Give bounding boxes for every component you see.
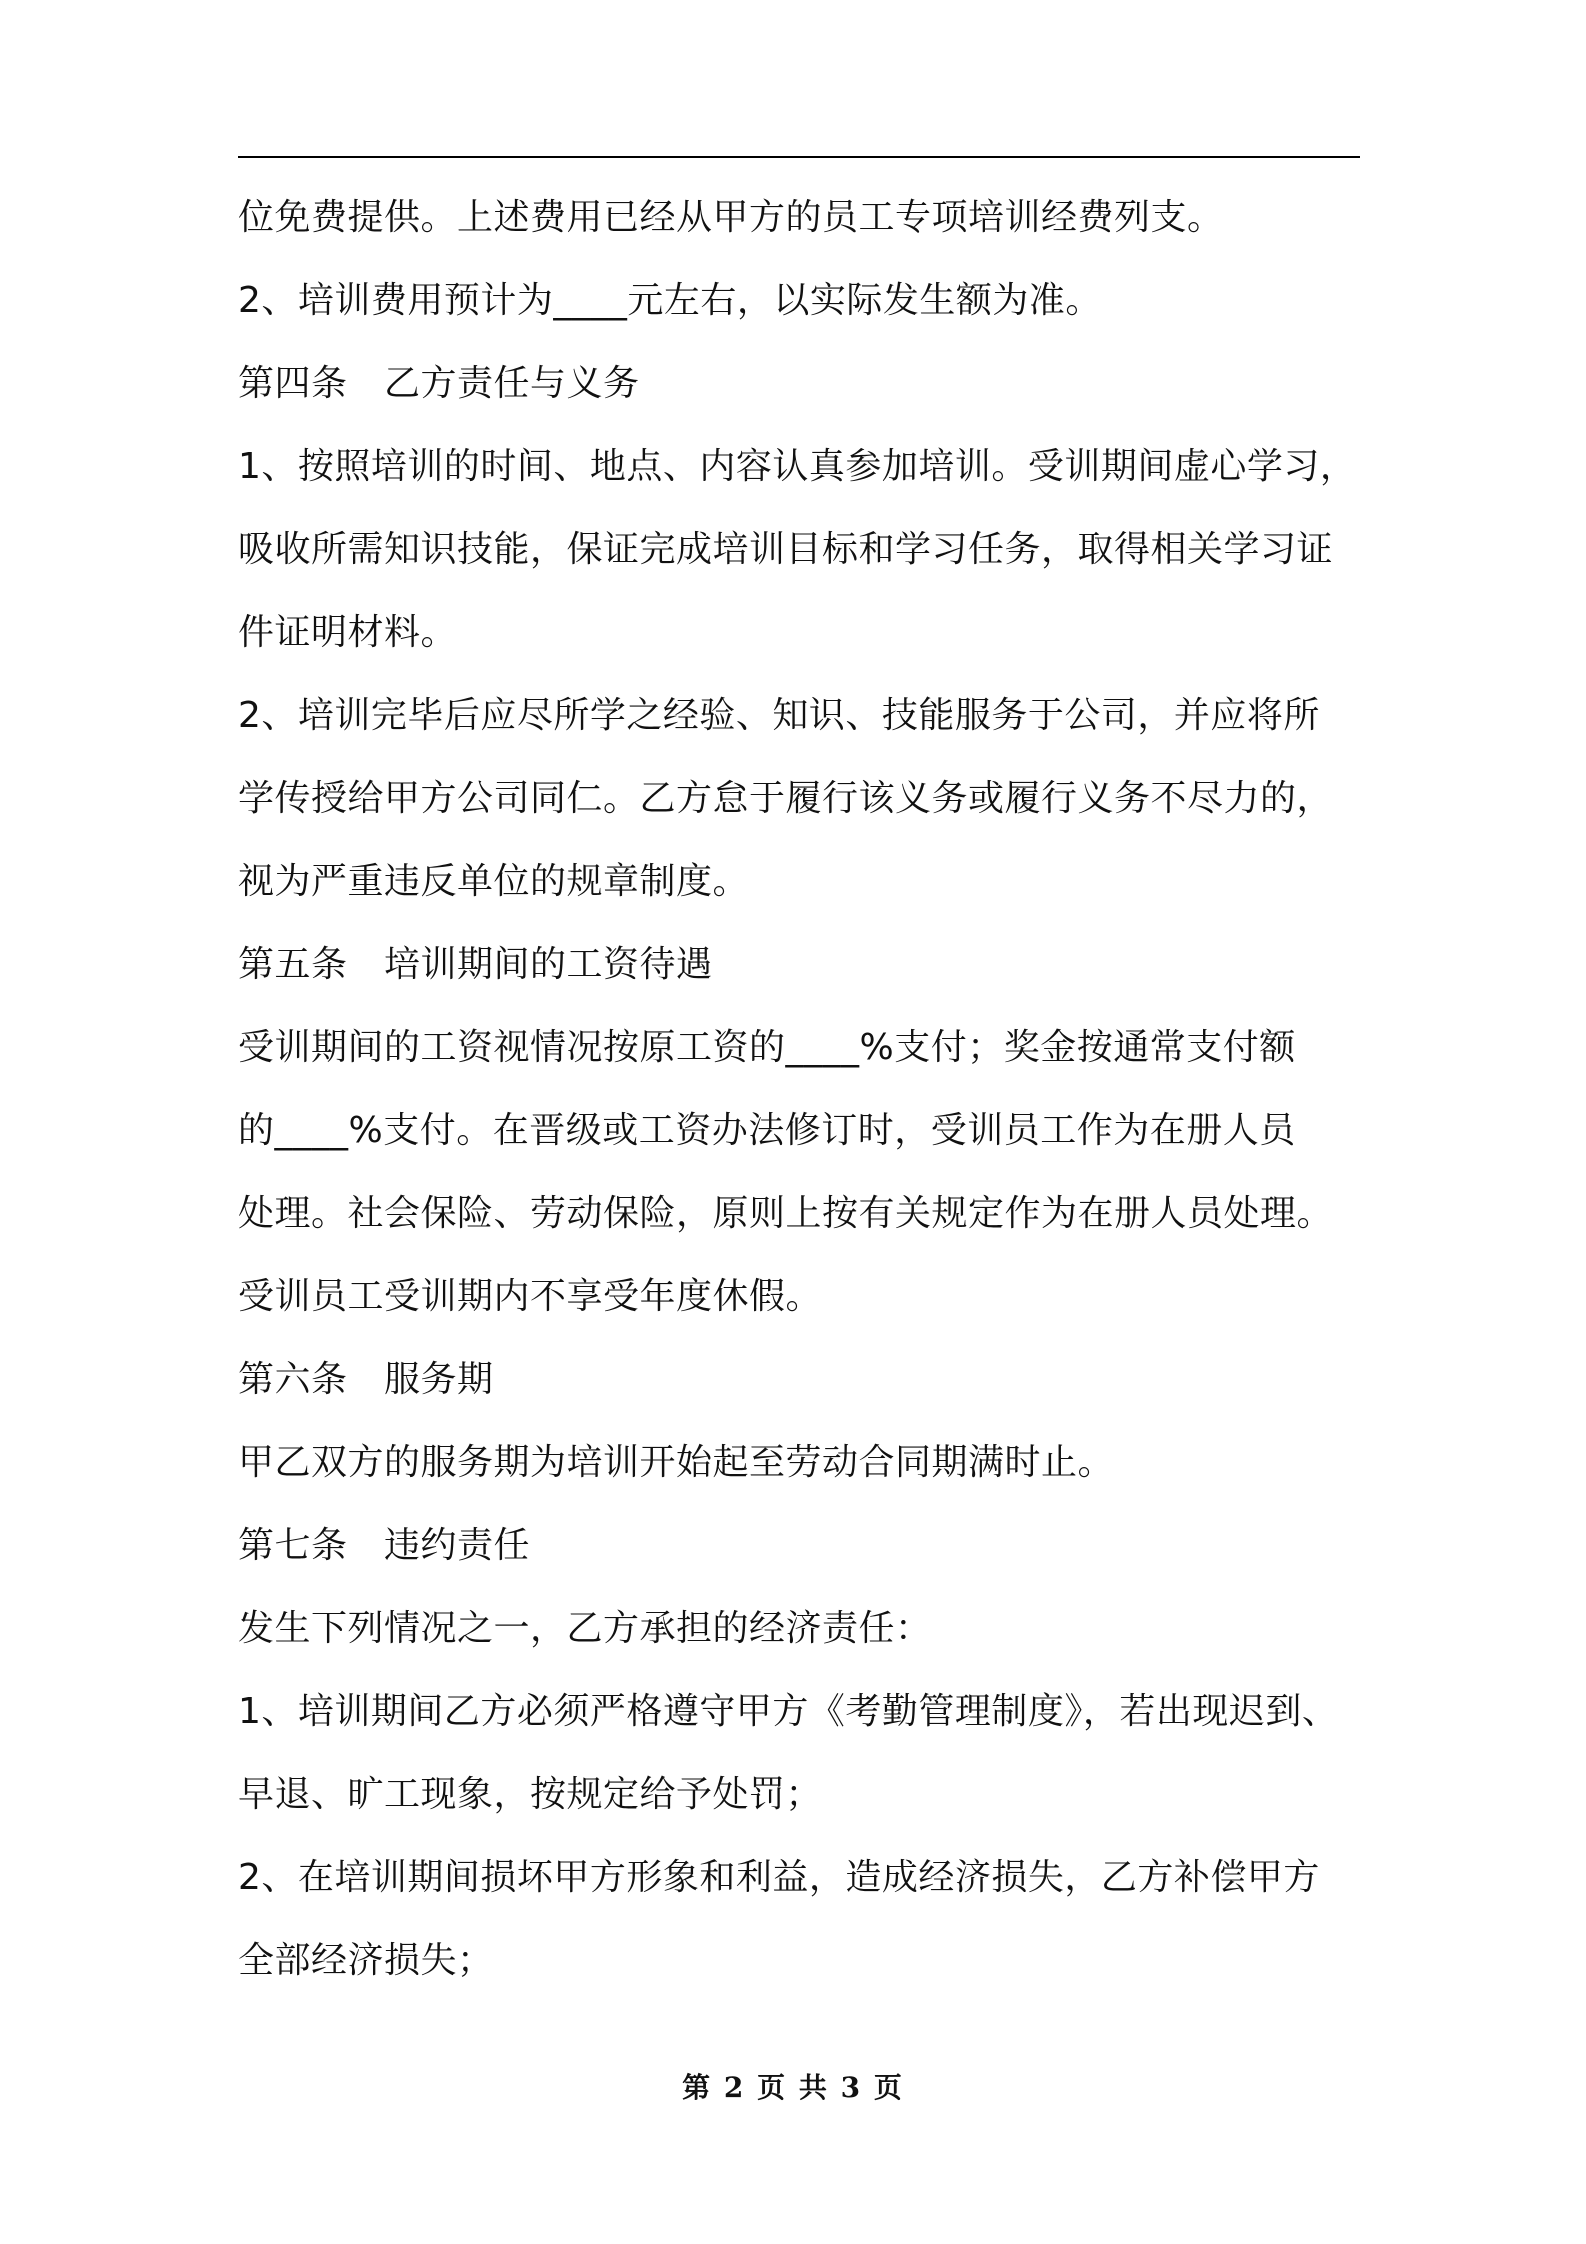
- text-line: 2、培训费用预计为____元左右，以实际发生额为准。: [238, 280, 1102, 321]
- text-line: 位免费提供。上述费用已经从甲方的员工专项培训经费列支。: [238, 197, 1224, 238]
- text-line: 发生下列情况之一，乙方承担的经济责任：: [238, 1608, 932, 1649]
- text-line: 的____%支付。在晋级或工资办法修订时，受训员工作为在册人员: [238, 1110, 1296, 1151]
- page-number: 第 2 页 共 3 页: [682, 2071, 904, 2104]
- header-divider: [238, 156, 1360, 158]
- article-heading: 第四条 乙方责任与义务: [238, 363, 640, 404]
- text-line: 视为严重违反单位的规章制度。: [238, 861, 750, 902]
- text-line: 处理。社会保险、劳动保险，原则上按有关规定作为在册人员处理。: [238, 1193, 1334, 1234]
- article-heading: 第七条 违约责任: [238, 1525, 531, 1566]
- text-line: 受训期间的工资视情况按原工资的____%支付；奖金按通常支付额: [238, 1027, 1296, 1068]
- text-line: 早退、旷工现象，按规定给予处罚；: [238, 1774, 823, 1815]
- text-line: 吸收所需知识技能，保证完成培训目标和学习任务，取得相关学习证: [238, 529, 1334, 570]
- text-line: 2、在培训期间损坏甲方形象和利益，造成经济损失，乙方补偿甲方: [238, 1857, 1320, 1898]
- text-line: 1、培训期间乙方必须严格遵守甲方《考勤管理制度》，若出现迟到、: [238, 1691, 1339, 1732]
- article-heading: 第五条 培训期间的工资待遇: [238, 944, 713, 985]
- text-line: 全部经济损失；: [238, 1940, 494, 1981]
- text-line: 受训员工受训期内不享受年度休假。: [238, 1276, 823, 1317]
- text-line: 学传授给甲方公司同仁。乙方怠于履行该义务或履行义务不尽力的，: [238, 778, 1334, 819]
- article-heading: 第六条 服务期: [238, 1359, 494, 1400]
- text-line: 2、培训完毕后应尽所学之经验、知识、技能服务于公司，并应将所: [238, 695, 1320, 736]
- text-line: 甲乙双方的服务期为培训开始起至劳动合同期满时止。: [238, 1442, 1115, 1483]
- text-line: 件证明材料。: [238, 612, 458, 653]
- text-line: 1、按照培训的时间、地点、内容认真参加培训。受训期间虚心学习，: [238, 446, 1357, 487]
